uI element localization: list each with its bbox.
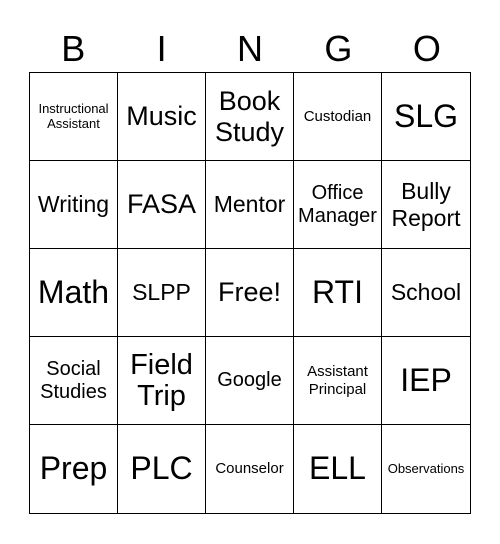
bingo-cell[interactable]: Bully Report <box>382 161 470 249</box>
header-letter-o: O <box>412 28 441 69</box>
bingo-cell[interactable]: Book Study <box>206 73 294 161</box>
bingo-cell[interactable]: SLG <box>382 73 470 161</box>
bingo-cell[interactable]: Office Manager <box>294 161 382 249</box>
header-letter-i: I <box>156 28 167 69</box>
bingo-cell[interactable]: RTI <box>294 249 382 337</box>
bingo-cell[interactable]: ELL <box>294 425 382 513</box>
bingo-cell[interactable]: Instructional Assistant <box>30 73 118 161</box>
bingo-cell[interactable]: Observations <box>387 460 465 476</box>
bingo-free-cell[interactable]: Free! <box>206 249 294 337</box>
bingo-cell[interactable]: School <box>382 249 470 337</box>
header-letter-n: N <box>237 28 264 69</box>
bingo-cell[interactable]: Field Trip <box>118 337 206 425</box>
bingo-cell[interactable]: Custodian <box>294 73 382 161</box>
bingo-cell[interactable]: Math <box>30 249 118 337</box>
bingo-cell[interactable]: Music <box>118 73 206 161</box>
bingo-cell[interactable]: Social Studies <box>30 337 118 425</box>
bingo-cell[interactable]: Counselor <box>206 425 294 513</box>
bingo-cell[interactable]: FASA <box>118 161 206 249</box>
bingo-cell[interactable]: Google <box>206 337 294 425</box>
bingo-cell[interactable]: IEP <box>382 337 470 425</box>
bingo-cell[interactable]: PLC <box>118 425 206 513</box>
bingo-cell[interactable]: SLPP <box>118 249 206 337</box>
bingo-cell[interactable]: Assistant Principal <box>294 337 382 425</box>
bingo-cell[interactable]: Writing <box>30 161 118 249</box>
bingo-cell[interactable]: Prep <box>30 425 118 513</box>
header-letter-b: B <box>61 28 86 69</box>
bingo-header <box>29 26 471 72</box>
bingo-cell[interactable]: Mentor <box>206 161 294 249</box>
bingo-grid <box>29 72 471 514</box>
header-letter-g: G <box>324 28 353 69</box>
